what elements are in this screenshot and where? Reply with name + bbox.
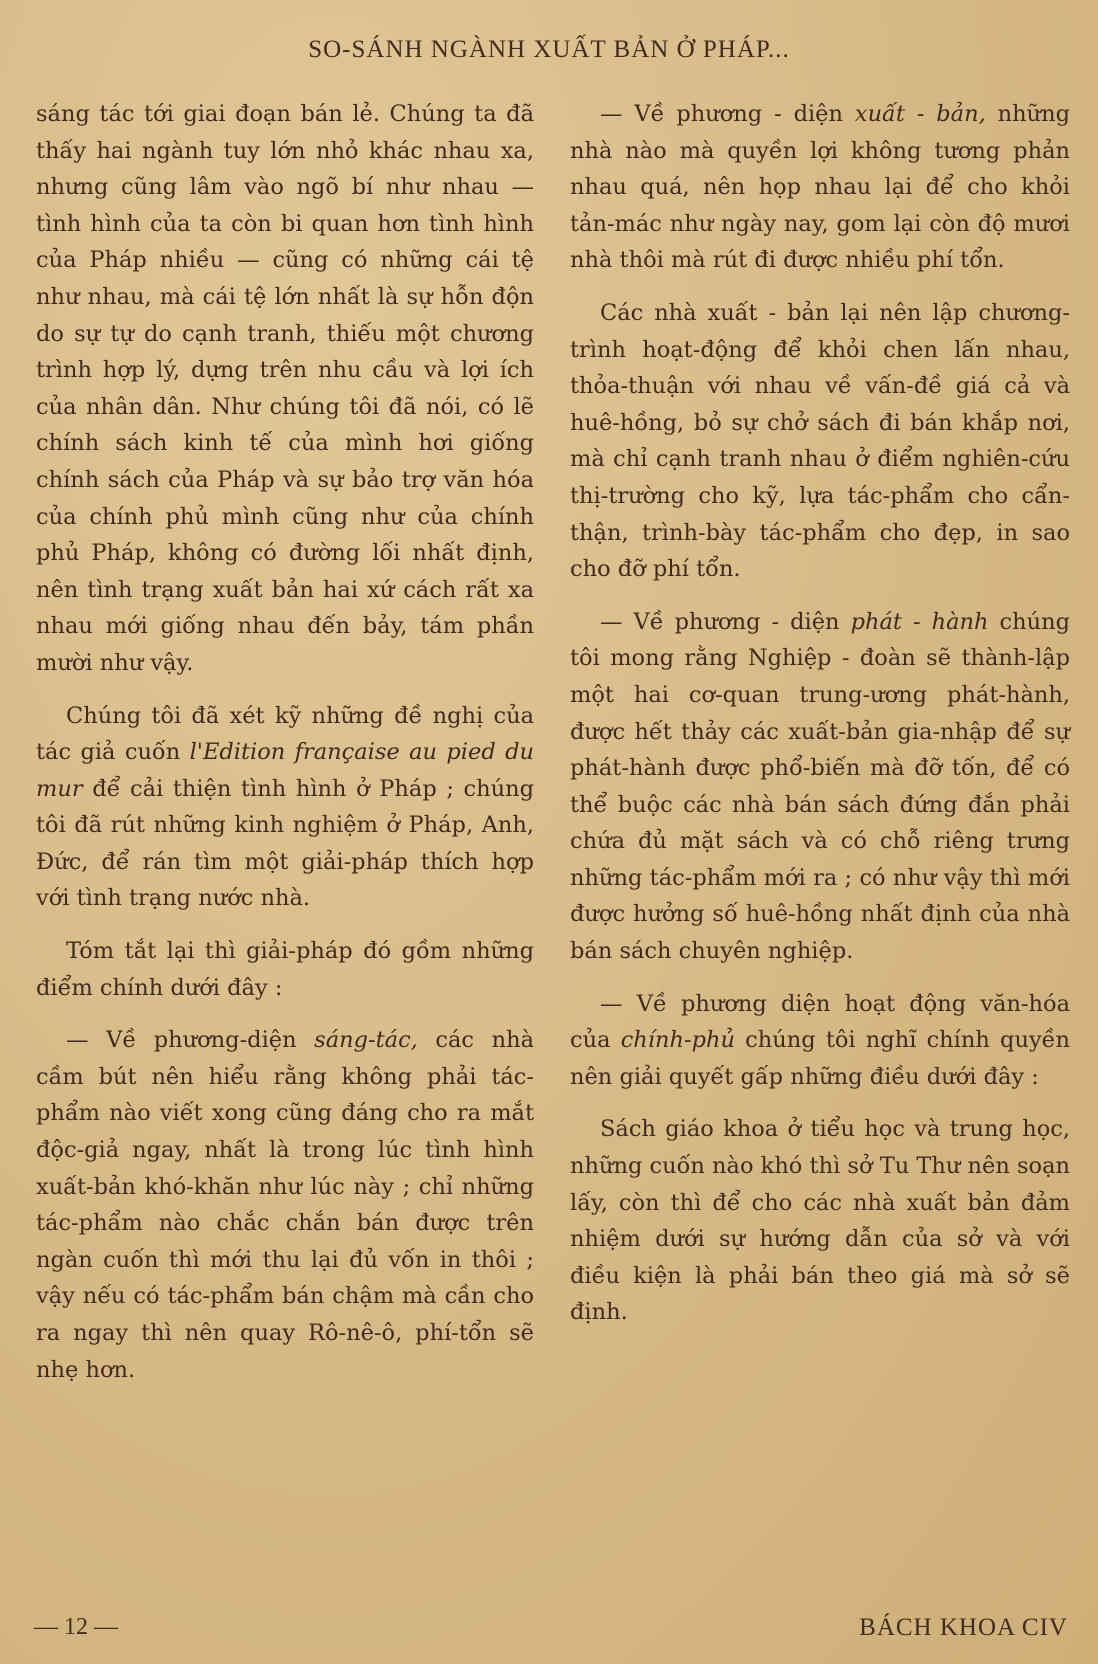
- text-run: Chúng tôi đã xét kỹ những đề nghị của tác giả cuốn: [36, 702, 534, 766]
- paragraph-publishers-program: Các nhà xuất - bản lại nên lập chương-trình hoạt-động để khỏi chen lấn nhau, thỏa-thuận với nhau về vấn-đề giá cả và huê-hồng, bỏ sự chở sách đi bán khắp nơi, mà chỉ cạnh tranh nhau ở điểm nghiên-cứu thị-trường cho kỹ, lựa tác-phẩm cho cẩn-thận, trình-bày tác-phẩm cho đẹp, in sao cho đỡ phí tổn.: [570, 299, 1070, 583]
- text-run: chúng tôi nghĩ chính quyền nên giải quyết gấp những điều dưới đây :: [570, 1027, 1070, 1090]
- left-column: [36, 96, 534, 1404]
- book-title: l'Edition française au pied du mur: [36, 739, 534, 802]
- paragraph-distribution: [570, 604, 1070, 970]
- paragraph-creation: [36, 1022, 534, 1388]
- page-number: — 12 —: [34, 1614, 118, 1640]
- paragraph-publishing: [570, 96, 1070, 279]
- paragraph-government: [570, 986, 1070, 1096]
- text-run: — Về phương-diện: [66, 1027, 315, 1054]
- italic-term: sáng-tác,: [314, 1027, 418, 1054]
- paragraph-proposals: [36, 698, 534, 918]
- italic-term: chính-phủ: [620, 1027, 735, 1054]
- text-run: — Về phương - diện: [600, 101, 855, 127]
- text-run: — Về phương diện hoạt động văn-hóa của: [570, 990, 1070, 1054]
- text-run: những nhà nào mà quyền lợi không tương phản nhau quá, nên họp nhau lại để cho khỏi tản-mác như ngày nay, gom lại còn độ mươi nhà thôi mà rút đi được nhiều phí tổn.: [570, 101, 1070, 274]
- paragraph-continuation: sáng tác tới giai đoạn bán lẻ. Chúng ta đã thấy hai ngành tuy lớn nhỏ khác nhau xa, nhưng cũng lâm vào ngõ bí như nhau — tình hình của ta còn bi quan hơn tình hình của Pháp nhiều — cũng có những cái tệ như nhau, mà cái tệ lớn nhất là sự hỗn độn do sự tự do cạnh tranh, thiếu một chương trình hợp lý, dựng trên nhu cầu và lợi ích của nhân dân. Như chúng tôi đã nói, có lẽ chính sách kinh tế của mình hơi giống chính sách của Pháp và sự bảo trợ văn hóa của chính phủ mình cũng như của chính phủ Pháp, không có đường lối nhất định, nên tình trạng xuất bản hai xứ cách rất xa nhau mới giống nhau đến bảy, tám phần mười như vậy.: [36, 101, 534, 676]
- text-run: chúng tôi mong rằng Nghiệp - đoàn sẽ thành-lập một hai cơ-quan trung-ương phát-hành, được hết thảy các xuất-bản gia-nhập để sự phát-hành được phổ-biến mà đỡ tốn, để có thể buộc các nhà bán sách đứng đắn phải chứa đủ mặt sách và có chỗ riêng trưng những tác-phẩm mới ra ; có như vậy thì mới được hưởng số huê-hồng nhất định của nhà bán sách chuyên nghiệp.: [570, 608, 1070, 965]
- text-run: các nhà cầm bút nên hiểu rằng không phải tác-phẩm nào viết xong cũng đáng cho ra mắt độc-giả ngay, nhất là trong lúc tình hình xuất-bản khó-khăn như lúc này ; chỉ những tác-phẩm nào chắc chắn bán được trên ngàn cuốn thì mới thu lại đủ vốn in thôi ; vậy nếu có tác-phẩm bán chậm mà cần cho ra ngay thì nên quay Rô-nê-ô, phí-tổn sẽ nhẹ hơn.: [36, 1027, 534, 1383]
- text-run: để cải thiện tình hình ở Pháp ; chúng tôi đã rút những kinh nghiệm ở Pháp, Anh, Đức, để rán tìm một giải-pháp thích hợp với tình trạng nước nhà.: [36, 775, 534, 912]
- paragraph-summary: Tóm tắt lại thì giải-pháp đó gồm những điểm chính dưới đây :: [36, 938, 534, 1001]
- running-header: SO-SÁNH NGÀNH XUẤT BẢN Ở PHÁP...: [308, 36, 790, 63]
- italic-term: phát - hành: [850, 608, 989, 635]
- italic-term: xuất - bản,: [854, 101, 986, 127]
- publication-name: BÁCH KHOA CIV: [859, 1614, 1068, 1641]
- text-run: — Về phương - diện: [600, 608, 851, 635]
- paragraph-textbooks: Sách giáo khoa ở tiểu học và trung học, những cuốn nào khó thì sở Tu Thư nên soạn lấy, còn thì để cho các nhà xuất bản đảm nhiệm dưới sự hướng dẫn của sở và với điều kiện là phải bán theo giá mà sở sẽ định.: [570, 1116, 1070, 1326]
- right-column: [570, 96, 1070, 1347]
